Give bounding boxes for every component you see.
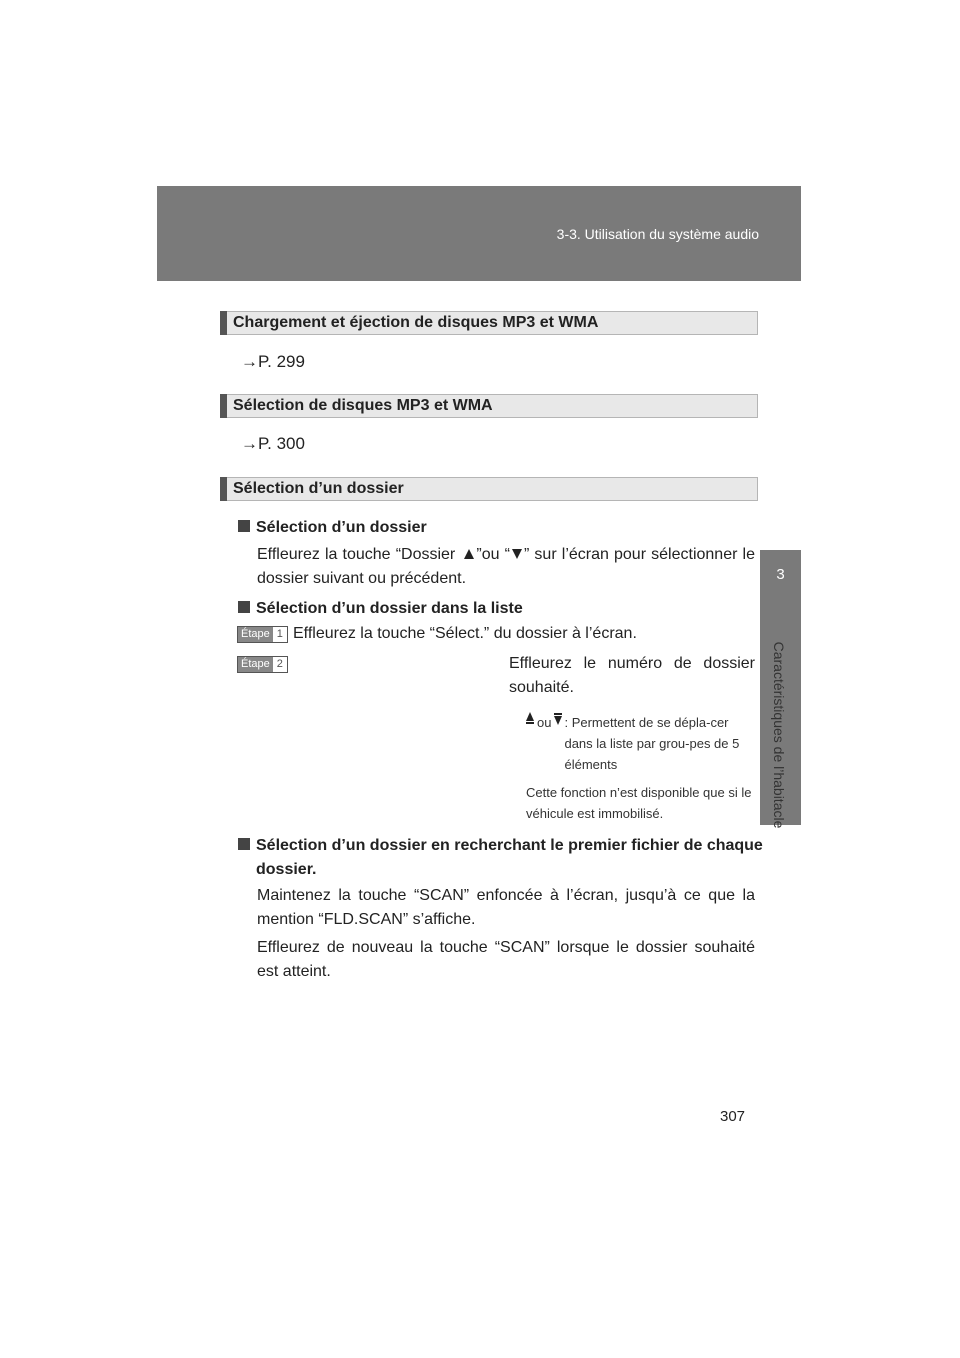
section-heading-loading: [220, 311, 758, 335]
instruction-text: Maintenez la touche “SCAN” enfoncée à l’écran, jusqu’à ce que la mention “FLD.SCAN” s’affiche.: [257, 887, 755, 928]
arrow-buttons-legend: ou : Permettent de se dépla-cer dans la liste par grou-pes de 5 éléments: [526, 712, 756, 775]
page-down-arrow-icon: [554, 712, 562, 725]
step-1-text: Effleurez la touche “Sélect.” du dossier à l’écran.: [293, 625, 637, 642]
section-title: Chargement et éjection de disques MP3 et WMA: [233, 314, 599, 331]
instruction-text: Effleurez de nouveau la touche “SCAN” lorsque le dossier souhaité est atteint.: [257, 939, 755, 980]
bullet-square-icon: [238, 601, 250, 613]
availability-note: Cette fonction n’est disponible que si le véhicule est immobilisé.: [526, 785, 752, 821]
chapter-label: Caractéristiques de l’habitacle: [771, 641, 787, 829]
bullet-heading: Sélection d’un dossier: [238, 516, 756, 540]
section-heading-folder-selection: [220, 477, 758, 501]
page-reference: →P. 300: [241, 434, 305, 453]
step-badge: Étape 2: [237, 656, 288, 673]
bullet-heading: Sélection d’un dossier en recherchant le premier fichier de chaque dossier.: [238, 834, 774, 882]
bullet-heading: Sélection d’un dossier dans la liste: [238, 597, 756, 621]
instruction-text: Effleurez la touche “Dossier ”ou “ ” sur l’écran pour sélectionner le dossier suivant ou précédent.: [257, 546, 756, 587]
section-heading-disc-selection: [220, 394, 758, 418]
bullet-square-icon: [238, 838, 250, 850]
section-title: Sélection d’un dossier: [233, 480, 404, 497]
page-reference: →P. 299: [241, 352, 305, 371]
up-arrow-icon: [464, 549, 474, 559]
page-up-arrow-icon: [526, 712, 534, 725]
section-header-title: 3-3. Utilisation du système audio: [556, 226, 759, 242]
header-band: [157, 186, 801, 281]
step-2-text: Effleurez le numéro de dossier souhaité.: [509, 655, 755, 696]
down-arrow-icon: [512, 549, 522, 559]
step-badge: Étape 1: [237, 626, 288, 643]
page-number: 307: [720, 1108, 746, 1125]
bullet-square-icon: [238, 520, 250, 532]
section-title: Sélection de disques MP3 et WMA: [233, 397, 493, 414]
chapter-number: 3: [776, 566, 785, 583]
